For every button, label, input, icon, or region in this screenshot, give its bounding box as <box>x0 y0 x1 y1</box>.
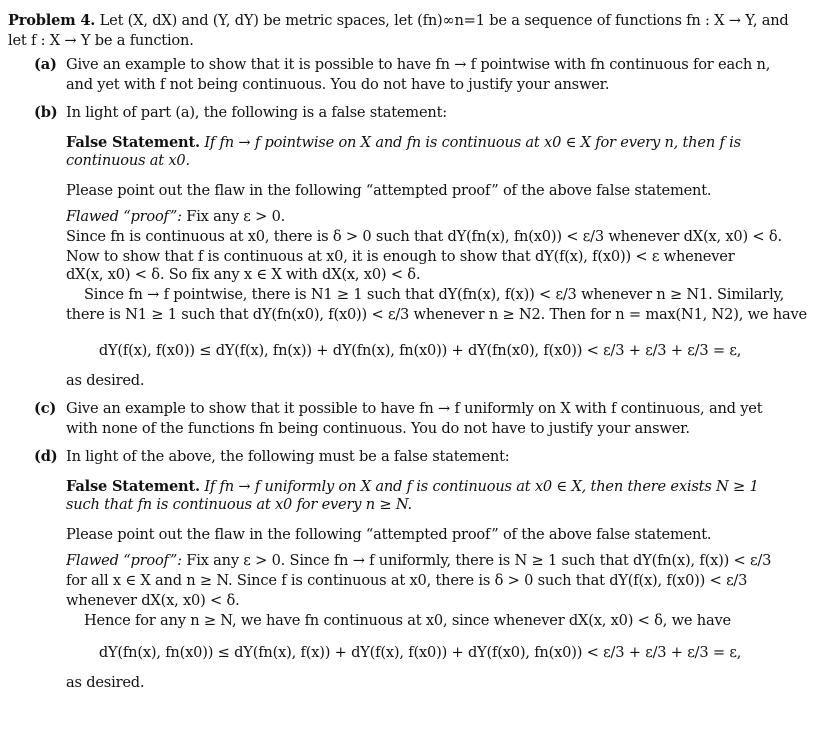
part-d-flawed-label: Flawed “proof”: <box>66 552 182 569</box>
part-b-false-statement-line-1 <box>66 134 822 152</box>
part-b-intro: In light of part (a), the following is a false statement: <box>66 104 447 121</box>
part-b-proof-line-1 <box>66 208 822 226</box>
part-b-proof-line-4: dX(x, x0) < δ. So fix any x ∈ X with dX(x, x0) < δ. <box>66 266 421 283</box>
part-b-proof-line-3: Now to show that f is continuous at x0, it is enough to show that dY(f(x), f(x0)) < ε whenever <box>66 248 735 265</box>
part-b-proof-line-5: Since fn → f pointwise, there is N1 ≥ 1 such that dY(fn(x), f(x)) < ε/3 whenever n ≥ N1. Similarly, <box>84 286 785 303</box>
part-b-false-label: False Statement. <box>66 134 200 151</box>
part-b-proof-line-2: Since fn is continuous at x0, there is δ > 0 such that dY(fn(x), fn(x0)) < ε/3 whenever dX(x, x0) < δ. <box>66 228 782 245</box>
part-d-proof-line-2: for all x ∈ X and n ≥ N. Since f is continuous at x0, there is δ > 0 such that dY(f(x), f(x0)) < ε/3 <box>66 572 748 589</box>
part-a-line-2: and yet with f not being continuous. You do not have to justify your answer. <box>66 76 610 93</box>
part-a-line-1: Give an example to show that it is possible to have fn → f pointwise with fn continuous for each n, <box>66 56 771 73</box>
part-d-intro: In light of the above, the following must be a false statement: <box>66 448 510 465</box>
problem-intro-line-2: let f : X → Y be a function. <box>8 32 194 49</box>
part-d-closing: as desired. <box>66 674 145 691</box>
part-c-label: (c) <box>34 400 57 417</box>
problem-label: Problem 4. <box>8 12 96 29</box>
part-b-closing: as desired. <box>66 372 145 389</box>
part-d-false-label: False Statement. <box>66 478 200 495</box>
part-b-false-text-1: If fn → f pointwise on X and fn is continuous at x0 ∈ X for every n, then f is <box>204 134 741 151</box>
part-b-label: (b) <box>34 104 58 121</box>
part-b-equation: dY(f(x), f(x0)) ≤ dY(f(x), fn(x)) + dY(fn(x), fn(x0)) + dY(fn(x0), f(x0)) < ε/3 + ε/3 + ε/3 = ε, <box>98 342 742 359</box>
part-d-false-statement-line-2: such that fn is continuous at x0 for every n ≥ N. <box>66 496 412 513</box>
part-d-false-statement-line-1 <box>66 478 822 496</box>
problem-intro-text-1: Let (X, dX) and (Y, dY) be metric spaces, let (fn)∞n=1 be a sequence of functions fn : X → Y, and <box>99 12 789 29</box>
part-d-label: (d) <box>34 448 58 465</box>
problem-intro-line-1 <box>8 12 820 30</box>
part-b-false-statement-line-2: continuous at x0. <box>66 152 190 169</box>
part-a-label: (a) <box>34 56 57 73</box>
part-c-line-2: with none of the functions fn being continuous. You do not have to justify your answer. <box>66 420 690 437</box>
part-b-proof-text-1: Fix any ε > 0. <box>186 208 286 225</box>
part-b-flawed-label: Flawed “proof”: <box>66 208 182 225</box>
part-d-instruction: Please point out the flaw in the following “attempted proof” of the above false statement. <box>66 526 712 543</box>
part-d-proof-text-1: Fix any ε > 0. Since fn → f uniformly, there is N ≥ 1 such that dY(fn(x), f(x)) < ε/3 <box>186 552 772 569</box>
part-c-line-1: Give an example to show that it possible to have fn → f uniformly on X with f continuous, and yet <box>66 400 763 417</box>
part-d-proof-line-3: whenever dX(x, x0) < δ. <box>66 592 240 609</box>
part-d-equation: dY(fn(x), fn(x0)) ≤ dY(fn(x), f(x)) + dY(f(x), f(x0)) + dY(f(x0), fn(x0)) < ε/3 + ε/3 + ε/3 = ε, <box>98 644 742 661</box>
part-d-proof-line-1 <box>66 552 822 570</box>
part-b-proof-line-6: there is N1 ≥ 1 such that dY(fn(x0), f(x0)) < ε/3 whenever n ≥ N2. Then for n = max(N1, N2), we have <box>66 306 807 323</box>
part-b-instruction: Please point out the flaw in the following “attempted proof” of the above false statement. <box>66 182 712 199</box>
part-d-proof-line-4: Hence for any n ≥ N, we have fn continuous at x0, since whenever dX(x, x0) < δ, we have <box>84 612 731 629</box>
part-d-false-text-1: If fn → f uniformly on X and f is continuous at x0 ∈ X, then there exists N ≥ 1 <box>204 478 759 495</box>
